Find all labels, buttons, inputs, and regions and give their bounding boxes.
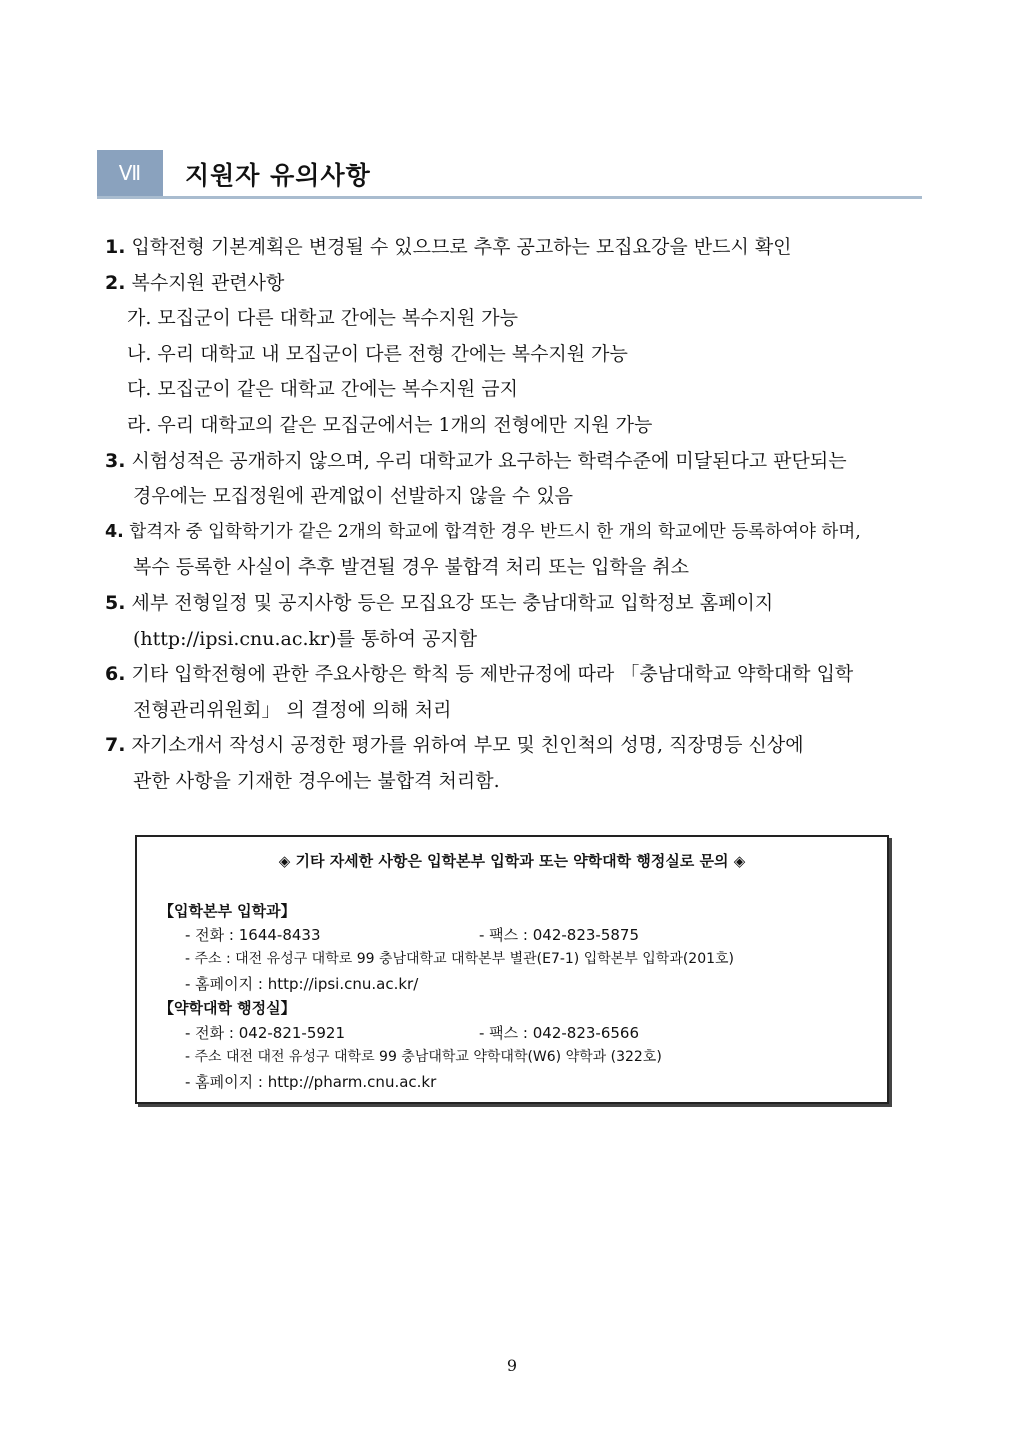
contact-title: ◈ 기타 자세한 사항은 입학본부 입학과 또는 약학대학 행정실로 문의 ◈ (278, 852, 746, 870)
list-item: 경우에는 모집정원에 관계없이 선발하지 않을 수 있음 (133, 485, 574, 508)
office-fax: - 팩스 : 042-823-5875 (479, 926, 640, 944)
list-item: 5. 세부 전형일정 및 공지사항 등은 모집요강 또는 충남대학교 입학정보 홈페이지 (105, 591, 774, 614)
list-item: 전형관리위원회」 의 결정에 의해 처리 (133, 698, 452, 721)
notes-list (105, 230, 930, 800)
list-item: 관한 사항을 기재한 경우에는 불합격 처리함. (133, 769, 500, 792)
page-number: 9 (506, 1356, 518, 1375)
list-item: 가. 모집군이 다른 대학교 간에는 복수지원 가능 (127, 307, 519, 330)
list-item: 2. 복수지원 관련사항 (105, 271, 285, 294)
contact-box (135, 835, 889, 1104)
heading-underline (97, 196, 922, 199)
office-phone: - 전화 : 042-821-5921 (185, 1024, 346, 1042)
office-fax: - 팩스 : 042-823-6566 (479, 1024, 640, 1042)
list-item: 3. 시험성적은 공개하지 않으며, 우리 대학교가 요구하는 학력수준에 미달된다고 판단되는 (105, 449, 847, 472)
list-item: 복수 등록한 사실이 추후 발견될 경우 불합격 처리 또는 입학을 취소 (133, 556, 689, 579)
office-homepage: - 홈페이지 : http://pharm.cnu.ac.kr (185, 1073, 437, 1091)
list-item: 라. 우리 대학교의 같은 모집군에서는 1개의 전형에만 지원 가능 (127, 413, 653, 436)
section-heading (97, 150, 922, 200)
section-title: 지원자 유의사항 (185, 161, 371, 190)
list-item: 나. 우리 대학교 내 모집군이 다른 전형 간에는 복수지원 가능 (127, 342, 628, 365)
list-item: (http://ipsi.cnu.ac.kr)를 통하여 공지함 (133, 627, 478, 650)
office-address: - 주소 : 대전 유성구 대학로 99 충남대학교 대학본부 별관(E7-1) 입학본부 입학과(201호) (185, 951, 735, 967)
list-item: 7. 자기소개서 작성시 공정한 평가를 위하여 부모 및 친인척의 성명, 직장명등 신상에 (105, 734, 804, 757)
office-address: - 주소 대전 대전 유성구 대학로 99 충남대학교 약학대학(W6) 약학과 (322호) (185, 1049, 662, 1065)
office-name: 【약학대학 행정실】 (159, 999, 296, 1017)
list-item: 6. 기타 입학전형에 관한 주요사항은 학칙 등 제반규정에 따라 「충남대학교 약학대학 입학 (105, 663, 854, 686)
list-item: 4. 합격자 중 입학학기가 같은 2개의 학교에 합격한 경우 반드시 한 개의 학교에만 등록하여야 하며, (105, 521, 861, 542)
office-name: 【입학본부 입학과】 (159, 902, 296, 920)
list-item: 다. 모집군이 같은 대학교 간에는 복수지원 금지 (127, 378, 519, 401)
section-number: Ⅶ (97, 150, 163, 196)
list-item: 1. 입학전형 기본계획은 변경될 수 있으므로 추후 공고하는 모집요강을 반드시 확인 (105, 236, 792, 258)
office-homepage: - 홈페이지 : http://ipsi.cnu.ac.kr/ (185, 975, 419, 993)
office-phone: - 전화 : 1644-8433 (185, 926, 321, 944)
